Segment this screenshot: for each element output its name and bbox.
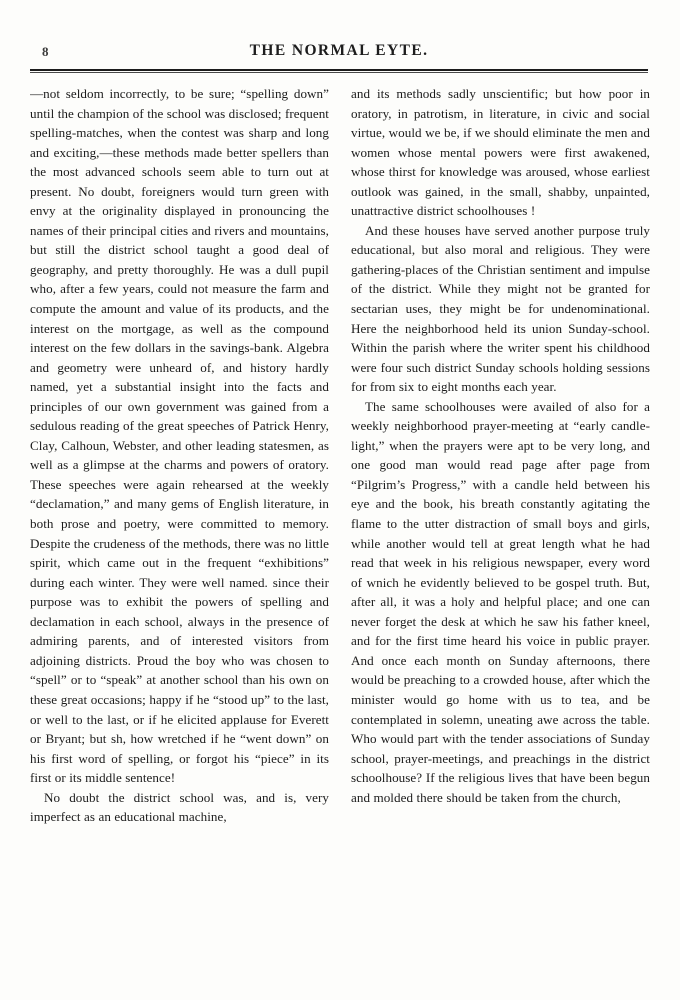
paragraph: —not seldom incorrectly, to be sure; “spelling down” until the champion of the school was disclosed; frequent spelling-matches, when the contest was sharp and long and exciting,—these methods made better spellers than the most advanced schools seem able to turn out at present. No doubt, foreigners would turn green with envy at the originality displayed in pronouncing the names of their principal cities and rivers and mountains, but still the district school taught a good deal of geography, and pretty thoroughly. He was a dull pupil who, after a few years, could not measure the farm and compute the amount and value of its products, and the interest on the mortgage, as well as the compound interest on the few dollars in the savings-bank. Algebra and geometry were unheard of, and history hardly named, yet a substantial insight into the facts and principles of our own government was gained from a sedulous reading of the great speeches of Patrick Henry, Clay, Calhoun, Webster, and other leading statesmen, as well as a glimpse at the charms and powers of oratory. These speeches were again rehearsed at the weekly “declamation,” and many gems of English literature, in both prose and poetry, were committed to memory. Despite the crudeness of the methods, there was no little spirit, which came out in the frequent “exhibitions” during each winter. They were well named. since their purpose was to exhibit the powers of spelling and declamation in each school, always in the presence of admiring parents, and of interested visitors from adjoining districts. Proud the boy who was chosen to “spell” or to “speak” at another school than his own on these great occasions; happy if he “stood up” to the last, or well to the last, or if he elicited applause for Everett or Bryant; but sh, how wretched if he “went down” on his first word of spelling, or forgot his “piece” in its first or its middle sentence! <box>30 86 329 786</box>
left-column <box>30 84 329 956</box>
two-column-body <box>30 84 650 956</box>
header-double-rule <box>30 69 648 73</box>
page-number: 8 <box>42 44 49 59</box>
right-column <box>351 84 650 956</box>
rule-thick <box>30 69 648 71</box>
running-head <box>30 40 648 66</box>
paragraph: The same schoolhouses were availed of also for a weekly neighborhood prayer-meeting at “early candle-light,” when the prayers were apt to be very long, and one good man would read page after page from “Pilgrim’s Progress,” with a candle held between his eye and the book, his breath constantly agitating the flame to the utter distraction of small boys and girls, while another would tell at great length what he had read that week in his religious newspaper, every word of wnich he evidently believed to be gospel truth. But, after all, it was a holy and helpful place; and one can never forget the desk at which he saw his father kneel, and for the first time heard his voice in public prayer. And once each month on Sunday afternoons, there would be preaching to a crowded house, after which the minister would go home with us to tea, and be contemplated in solemn, uneating awe across the table. Who would part with the tender associations of Sunday school, prayer-meetings, and preachings in the district schoolhouse? If the religious lives that have been begun and molded there should be taken from the church, <box>351 398 650 805</box>
paragraph: No doubt the district school was, and is, very imperfect as an educational machine, <box>30 789 329 825</box>
journal-title: THE NORMAL EYTE. <box>249 42 429 59</box>
paragraph: And these houses have served another purpose truly educational, but also moral and religious. They were gathering-places of the Christian sentiment and impulse of the district. While they might not be granted for sectarian uses, they might be for undenominational. Here the neighborhood held its union Sunday-school. Within the parish where the writer spent his childhood were four such district Sunday schools holding sessions for from six to eight months each year. <box>351 222 650 395</box>
paragraph: and its methods sadly unscientific; but how poor in oratory, in patrotism, in literature, in civic and social virtue, would we be, if we should eliminate the men and women whose mental powers were first awakened, whose thirst for knowledge was aroused, whose earliest outlook was gained, in the small, shabby, unpainted, unattractive district schoolhouses ! <box>351 86 650 219</box>
rule-thin <box>30 72 648 73</box>
